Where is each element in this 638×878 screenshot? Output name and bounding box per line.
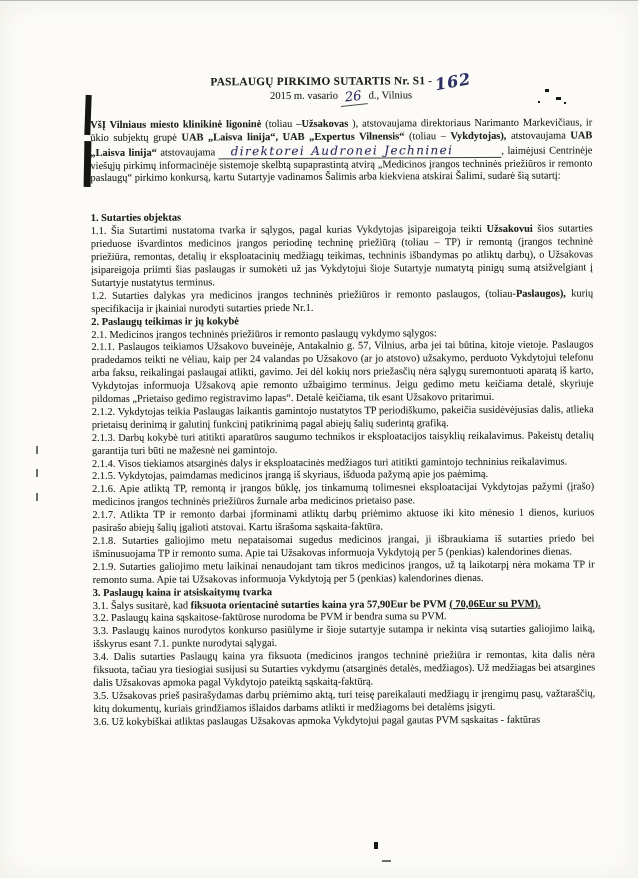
scan-artifact-speck bbox=[374, 842, 378, 849]
text-segment: 3.3. Paslaugų kainos nurodytos konkurso pasiūlyme ir šioje sutartyje sutampa ir nekinta visą sutarties galiojimo laiką, išskyrus esant 7.1. punkte nurodytai sąlygai. bbox=[92, 623, 595, 651]
text-segment: Vykdytojas), bbox=[450, 130, 507, 142]
date-suffix: d., Vilnius bbox=[368, 90, 413, 102]
text-segment: fiksuota orientacinė sutarties kaina yra 57,90Eur be PVM bbox=[190, 598, 450, 612]
text-segment: 1. Sutarties objektas bbox=[90, 212, 182, 225]
text-segment: 3.6. Už kokybiškai atliktas paslaugas Užsakovas apmoka Vykdytojui pagal gautas PVM sąskaitas - faktūras bbox=[93, 714, 541, 728]
clause-2-1-1 bbox=[91, 340, 593, 407]
clause-3-6 bbox=[93, 714, 595, 730]
text-segment: (toliau – bbox=[404, 130, 451, 143]
text-segment: 2.1.7. Atlikta TP ir remonto darbai įforminami atliktų darbų priėmimo aktuose iki kito mėnesio 1 dienos, kuriuos pasirašo abiejų šalių įgalioti atstovai. Kartu išrašoma sąskaita-faktūra. bbox=[92, 507, 595, 535]
clause-1-2 bbox=[91, 288, 593, 316]
text-segment: 2.1.5. Vykdytojas, paimdamas medicinos įrangą iš skyriaus, išduoda pažymą apie jos paėmimą. bbox=[92, 469, 489, 483]
clause-2-1-9 bbox=[93, 559, 595, 587]
text-segment: 2.1.6. Apie atliktą TP, remontą ir įrangos būklę, jos tinkamumą tolimesnei eksploatacijai Vykdytojas pažymi (įrašo) medicinos įrangos techninės priežiūros žurnale arba medicinos prietaiso pase. bbox=[92, 481, 595, 509]
document-body bbox=[90, 69, 596, 729]
text-segment: 3.5. Užsakovas prieš pasirašydamas darbų priėmimo aktą, turi teisę pareikalauti medžiagų ir įrengimų pasų, važtaraščių, kitų dokumentų, kuriais grindžiamos išlaidos darbams atlikti ir medžiagoms bei detalėms įsigyti. bbox=[93, 688, 596, 715]
handwritten-date-day: 26 bbox=[339, 90, 367, 107]
clause-2-1-7 bbox=[92, 508, 594, 536]
text-segment: 2.1.1. Paslaugos teikiamos Užsakovo buveinėje, Antakalnio g. 57, Vilnius, arba jei tai būtina, kitoje vietoje. Paslaugos pradedamos teikti ne vėliau, kaip per 24 valandas po Užsakovo (ar jo atstovo) užsakymo, perduoto Vykdytojui telefonu arba faksu, reikalingai paslaugai atlikti, gavimo. Jei dėl kokių nors priežasčių nėra sąlygų suremontuoti aparatą iš karto, Vykdytojas informuoja Užsakovą apie remonto užbaigimo terminus. Jeigu gedimo metu keičiama detalė, skyriuje pildomas „Prietaiso gedimo registravimo lapas“. Detalė keičiama, tik esant Užsakovo pritarimui. bbox=[91, 339, 594, 406]
text-segment: UAB „Laisva linija“, UAB „Expertus Vilnensis“ bbox=[181, 131, 405, 144]
text-segment: (toliau – bbox=[265, 118, 302, 130]
clause-2-1-3 bbox=[92, 430, 594, 458]
text-segment: 3.1. Šalys susitarė, kad bbox=[92, 600, 191, 612]
text-segment: Paslaugos), bbox=[515, 288, 566, 300]
text-segment: šios sutarties prieduose išvardintos medicinos įrangos periodinę techninę priežiūrą (toliau – TP) ir remontą (įrangos techninė priežiūra, remontas, detalių ir eksploatacinių medžiagų teikimas, techninis išbandymas po atliktų darbų), o Užsakovas įsipareigoja priimti šias paslaugas ir sumokėti už jas Vykdytojui šioje Sutartyje numatytą pinigų sumą atsižvelgiant į Sutartyje nustatytus terminus. bbox=[90, 223, 594, 289]
text-segment: Užsakovas bbox=[301, 118, 349, 130]
clause-3-3 bbox=[93, 624, 595, 652]
text-segment: 3.2. Paslaugų kaina sąskaitose-faktūrose nurodoma be PVM ir bendra suma su PVM. bbox=[92, 611, 447, 625]
document-title bbox=[90, 69, 592, 95]
clause-2-1-2 bbox=[92, 404, 594, 432]
text-segment: atstovaujama bbox=[156, 146, 219, 159]
clause-3-5 bbox=[93, 688, 595, 716]
text-segment: 2.1.9. Sutarties galiojimo metu laikinai nenaudojant tam tikros medicinos įrangos, už tą laikotarpį nėra mokama TP ir remonto suma. Apie tai Užsakovas informuoja Vykdytoją per 5 (penkias) kalendorines dienas. bbox=[92, 559, 595, 586]
document-header bbox=[90, 69, 592, 106]
scan-artifact-edge-dash bbox=[36, 446, 38, 454]
text-segment: 1.1. Šia Sutartimi nustatoma tvarka ir sąlygos, pagal kurias Vykdytojas įsipareigoja teikti bbox=[90, 224, 487, 238]
handwritten-contract-number: 162 bbox=[433, 69, 473, 95]
text-segment: VšĮ Vilniaus miesto klinikinė ligoninė bbox=[90, 118, 266, 131]
text-segment: kurių specifikacija ir įkainiai nurodyti sutarties priede Nr.1. bbox=[91, 288, 594, 315]
text-segment: 3.4. Dalis sutarties Paslaugų kaina yra fiksuota (medicinos įrangos techninė priežiūra ir remontas, kita dalis nėra fiksuota, tačiau yra tiesiogiai susijusi su Sutarties vykdymu (atsarginės detalės, medžiagos). Už medžiagas bei atsargines dalis Užsakovas apmoka pagal Vykdytojo pateiktą sąskaitą-faktūrą. bbox=[93, 649, 596, 689]
text-segment: ( 70,06Eur su PVM). bbox=[449, 598, 541, 610]
text-segment: 2.1.8. Sutarties galiojimo metu nepataisomai sugedus medicinos įrangai, ji išbraukiama iš sutarties priedo bei išminusuojama TP ir remonto suma. Apie tai Užsakovas informuoja Vykdytoją per 5 (penkias) kalendorines dienas. bbox=[92, 533, 595, 560]
scan-artifact-edge-dash bbox=[36, 469, 38, 477]
intro-paragraph bbox=[90, 117, 592, 186]
date-line bbox=[90, 88, 592, 105]
text-segment: 3. Paslaugų kaina ir atsiskaitymų tvarka bbox=[92, 586, 273, 599]
scan-artifact-speck bbox=[382, 860, 391, 862]
text-segment: 2.1.3. Darbų kokybė turi atitikti aparatūros saugumo technikos ir eksploatacijos taisyklių reikalavimus. Pakeistų detalių garantija turi būti ne mažesnė nei gamintojo. bbox=[91, 430, 594, 457]
clause-2-1-8 bbox=[92, 533, 594, 561]
text-segment: , laimėjusi Centrinėje viešųjų pirkimų informacinėje sistemoje skelbtą supaprastintą atvirą „Medicinos įrangos techninės priežiūros ir remonto paslaugų“ pirkimo konkursą, kartu Sutartyje vadinamos Šalimis arba kiekviena atskirai Šalimi, sudarė šią sutartį: bbox=[90, 144, 593, 185]
text-segment: atstovaujama bbox=[506, 130, 571, 142]
text-segment: 2.1.4. Visos tiekiamos atsarginės dalys ir eksploatacinės medžiagos turi atitikti gamintojo techninius reikalavimus. bbox=[92, 456, 568, 470]
text-segment: ), atstovaujama direktoriaus Narimanto Markevičiaus, ir ūkio subjektų grupė bbox=[90, 117, 593, 144]
text-segment: 2.1. Medicinos įrangos techninės priežiūros ir remonto paslaugų vykdymo sąlygos: bbox=[91, 327, 437, 341]
clause-2-1-6 bbox=[92, 482, 594, 510]
text-segment: 2. Paslaugų teikimas ir jų kokybė bbox=[91, 315, 239, 328]
scan-artifact-edge-dash bbox=[36, 493, 38, 501]
text-segment: 2.1.2. Vykdytojas teikia Paslaugas laikantis gamintojo nustatytos TP periodiškumo, pakeičia susidėvėjusias dalis, atlieka prietaisų derinimą ir galutinį funkcinį patikrinimą pagal abiejų šalių suderintą grafiką. bbox=[91, 404, 594, 431]
document-title-text: PASLAUGŲ PIRKIMO SUTARTIS Nr. S1 - bbox=[210, 75, 433, 89]
handwritten-text: direktorei Audronei Jechninei bbox=[219, 142, 502, 158]
text-segment: Užsakovui bbox=[486, 223, 533, 236]
clause-3-4 bbox=[93, 650, 595, 691]
text-segment: UAB „Laisva linija“ bbox=[90, 130, 593, 159]
date-prefix: 2015 m. vasario bbox=[270, 90, 339, 102]
clause-1-1 bbox=[91, 224, 593, 291]
text-segment: 1.2. Sutarties dalykas yra medicinos įrangos techninės priežiūros ir remonto paslaugos, (toliau- bbox=[91, 288, 516, 302]
contract-content bbox=[90, 117, 595, 729]
